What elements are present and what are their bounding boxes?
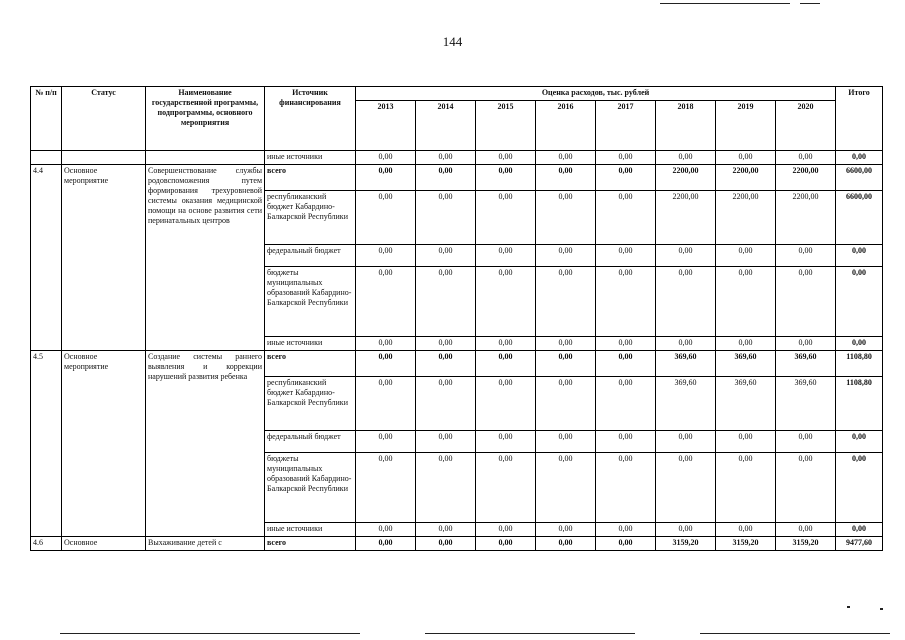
- row-status: Основное мероприятие: [62, 165, 146, 351]
- value-cell: 0,00: [476, 191, 536, 245]
- header-name: Наименование государственной программы, подпрограммы, основного мероприятия: [146, 87, 265, 151]
- row-program-name: Создание системы раннего выявления и коррекции нарушений развития ребенка: [146, 351, 265, 537]
- value-cell: 0,00: [536, 337, 596, 351]
- value-cell: 0,00: [596, 267, 656, 337]
- value-cell: 0,00: [716, 151, 776, 165]
- source-cell: иные источники: [265, 523, 356, 537]
- table-row: [31, 351, 883, 377]
- value-cell: 0,00: [656, 431, 716, 453]
- header-year: 2014: [416, 101, 476, 151]
- budget-table: [30, 86, 883, 551]
- value-cell: 0,00: [476, 523, 536, 537]
- row-program-name: Совершенствование службы родовспоможения путем формирования трехуровневой системы оказания медицинской помощи на основе развития сети перинатальных центров: [146, 165, 265, 351]
- value-cell: 0,00: [416, 191, 476, 245]
- value-cell: 0,00: [536, 165, 596, 191]
- total-cell: 0,00: [836, 151, 883, 165]
- source-cell: бюджеты муниципальных образований Кабардино-Балкарской Республики: [265, 453, 356, 523]
- value-cell: 0,00: [536, 245, 596, 267]
- value-cell: 0,00: [596, 245, 656, 267]
- value-cell: 0,00: [596, 537, 656, 551]
- value-cell: 0,00: [776, 267, 836, 337]
- value-cell: 369,60: [656, 351, 716, 377]
- source-cell: федеральный бюджет: [265, 431, 356, 453]
- value-cell: 0,00: [416, 245, 476, 267]
- table-row: [31, 165, 883, 191]
- total-cell: 0,00: [836, 337, 883, 351]
- value-cell: 0,00: [776, 431, 836, 453]
- value-cell: 0,00: [476, 351, 536, 377]
- value-cell: 0,00: [356, 431, 416, 453]
- value-cell: 0,00: [416, 165, 476, 191]
- scan-dot-1: [847, 606, 850, 608]
- value-cell: 0,00: [356, 165, 416, 191]
- value-cell: 3159,20: [776, 537, 836, 551]
- value-cell: 0,00: [356, 245, 416, 267]
- header-year: 2018: [656, 101, 716, 151]
- value-cell: 0,00: [356, 267, 416, 337]
- value-cell: 0,00: [356, 337, 416, 351]
- value-cell: 0,00: [356, 351, 416, 377]
- source-cell: республиканский бюджет Кабардино-Балкарской Республики: [265, 377, 356, 431]
- value-cell: 0,00: [536, 351, 596, 377]
- scan-artifact-bottom-2: [425, 633, 635, 634]
- value-cell: 0,00: [476, 537, 536, 551]
- value-cell: 0,00: [476, 245, 536, 267]
- value-cell: 369,60: [776, 351, 836, 377]
- value-cell: 0,00: [716, 523, 776, 537]
- value-cell: 2200,00: [656, 191, 716, 245]
- value-cell: 0,00: [716, 337, 776, 351]
- value-cell: 0,00: [536, 267, 596, 337]
- header-status: Статус: [62, 87, 146, 151]
- empty-cell: [146, 151, 265, 165]
- value-cell: 0,00: [356, 523, 416, 537]
- value-cell: 0,00: [536, 537, 596, 551]
- header-source: Источник финансирования: [265, 87, 356, 151]
- value-cell: 2200,00: [776, 191, 836, 245]
- value-cell: 0,00: [476, 267, 536, 337]
- value-cell: 0,00: [656, 453, 716, 523]
- value-cell: 0,00: [776, 337, 836, 351]
- value-cell: 0,00: [416, 267, 476, 337]
- source-cell: всего: [265, 351, 356, 377]
- table-header: [31, 87, 883, 151]
- value-cell: 0,00: [356, 191, 416, 245]
- scan-artifact-top: [660, 3, 790, 4]
- value-cell: 0,00: [716, 453, 776, 523]
- value-cell: 0,00: [596, 337, 656, 351]
- source-cell: федеральный бюджет: [265, 245, 356, 267]
- value-cell: 0,00: [416, 453, 476, 523]
- value-cell: 2200,00: [656, 165, 716, 191]
- value-cell: 0,00: [536, 377, 596, 431]
- value-cell: 0,00: [596, 453, 656, 523]
- header-costs: Оценка расходов, тыс. рублей: [356, 87, 836, 101]
- value-cell: 0,00: [416, 351, 476, 377]
- row-number: 4.4: [31, 165, 62, 351]
- value-cell: 2200,00: [716, 165, 776, 191]
- total-cell: 0,00: [836, 431, 883, 453]
- value-cell: 0,00: [476, 337, 536, 351]
- value-cell: 0,00: [356, 151, 416, 165]
- source-cell: всего: [265, 165, 356, 191]
- value-cell: 0,00: [356, 453, 416, 523]
- value-cell: 0,00: [536, 453, 596, 523]
- source-cell: иные источники: [265, 337, 356, 351]
- total-cell: 1108,80: [836, 351, 883, 377]
- value-cell: 0,00: [596, 151, 656, 165]
- value-cell: 0,00: [776, 151, 836, 165]
- value-cell: 0,00: [476, 431, 536, 453]
- header-num: № п/п: [31, 87, 62, 151]
- value-cell: 0,00: [416, 377, 476, 431]
- value-cell: 0,00: [536, 191, 596, 245]
- table-row: [31, 151, 883, 165]
- total-cell: 0,00: [836, 453, 883, 523]
- value-cell: 0,00: [596, 165, 656, 191]
- source-cell: иные источники: [265, 151, 356, 165]
- value-cell: 0,00: [476, 453, 536, 523]
- table-body: [31, 151, 883, 551]
- value-cell: 3159,20: [716, 537, 776, 551]
- value-cell: 0,00: [656, 151, 716, 165]
- value-cell: 0,00: [356, 537, 416, 551]
- value-cell: 0,00: [356, 377, 416, 431]
- value-cell: 369,60: [656, 377, 716, 431]
- value-cell: 0,00: [596, 351, 656, 377]
- value-cell: 0,00: [416, 337, 476, 351]
- value-cell: 369,60: [716, 377, 776, 431]
- value-cell: 2200,00: [716, 191, 776, 245]
- total-cell: 9477,60: [836, 537, 883, 551]
- header-total: Итого: [836, 87, 883, 151]
- header-year: 2020: [776, 101, 836, 151]
- row-number: 4.5: [31, 351, 62, 537]
- total-cell: 6600,00: [836, 191, 883, 245]
- total-cell: 0,00: [836, 267, 883, 337]
- empty-cell: [62, 151, 146, 165]
- value-cell: 0,00: [656, 245, 716, 267]
- total-cell: 6600,00: [836, 165, 883, 191]
- value-cell: 0,00: [536, 151, 596, 165]
- value-cell: 0,00: [716, 267, 776, 337]
- value-cell: 2200,00: [776, 165, 836, 191]
- value-cell: 0,00: [716, 431, 776, 453]
- row-status: Основное мероприятие: [62, 351, 146, 537]
- value-cell: 0,00: [776, 245, 836, 267]
- source-cell: всего: [265, 537, 356, 551]
- page-number: 144: [442, 34, 463, 49]
- value-cell: 0,00: [656, 523, 716, 537]
- value-cell: 0,00: [416, 523, 476, 537]
- header-year: 2019: [716, 101, 776, 151]
- total-cell: 1108,80: [836, 377, 883, 431]
- scan-artifact-bottom-3: [700, 633, 890, 634]
- table-row: [31, 537, 883, 551]
- value-cell: 3159,20: [656, 537, 716, 551]
- value-cell: 0,00: [656, 267, 716, 337]
- value-cell: 0,00: [416, 537, 476, 551]
- value-cell: 0,00: [596, 191, 656, 245]
- scan-artifact-bottom-1: [60, 633, 360, 634]
- scan-artifact-top-2: [800, 3, 820, 4]
- value-cell: 0,00: [416, 431, 476, 453]
- value-cell: 0,00: [596, 523, 656, 537]
- header-year: 2015: [476, 101, 536, 151]
- value-cell: 369,60: [716, 351, 776, 377]
- total-cell: 0,00: [836, 245, 883, 267]
- source-cell: бюджеты муниципальных образований Кабардино-Балкарской Республики: [265, 267, 356, 337]
- empty-cell: [31, 151, 62, 165]
- value-cell: 0,00: [536, 523, 596, 537]
- scan-dot-2: [880, 608, 883, 610]
- header-year: 2017: [596, 101, 656, 151]
- value-cell: 0,00: [476, 377, 536, 431]
- source-cell: республиканский бюджет Кабардино-Балкарской Республики: [265, 191, 356, 245]
- row-number: 4.6: [31, 537, 62, 551]
- value-cell: 0,00: [476, 151, 536, 165]
- value-cell: 0,00: [776, 453, 836, 523]
- value-cell: 0,00: [476, 165, 536, 191]
- value-cell: 0,00: [596, 377, 656, 431]
- row-status: Основное: [62, 537, 146, 551]
- header-year: 2016: [536, 101, 596, 151]
- value-cell: 0,00: [656, 337, 716, 351]
- value-cell: 0,00: [776, 523, 836, 537]
- value-cell: 0,00: [596, 431, 656, 453]
- value-cell: 0,00: [536, 431, 596, 453]
- value-cell: 0,00: [716, 245, 776, 267]
- row-program-name: Выхаживание детей с: [146, 537, 265, 551]
- value-cell: 369,60: [776, 377, 836, 431]
- value-cell: 0,00: [416, 151, 476, 165]
- header-year: 2013: [356, 101, 416, 151]
- total-cell: 0,00: [836, 523, 883, 537]
